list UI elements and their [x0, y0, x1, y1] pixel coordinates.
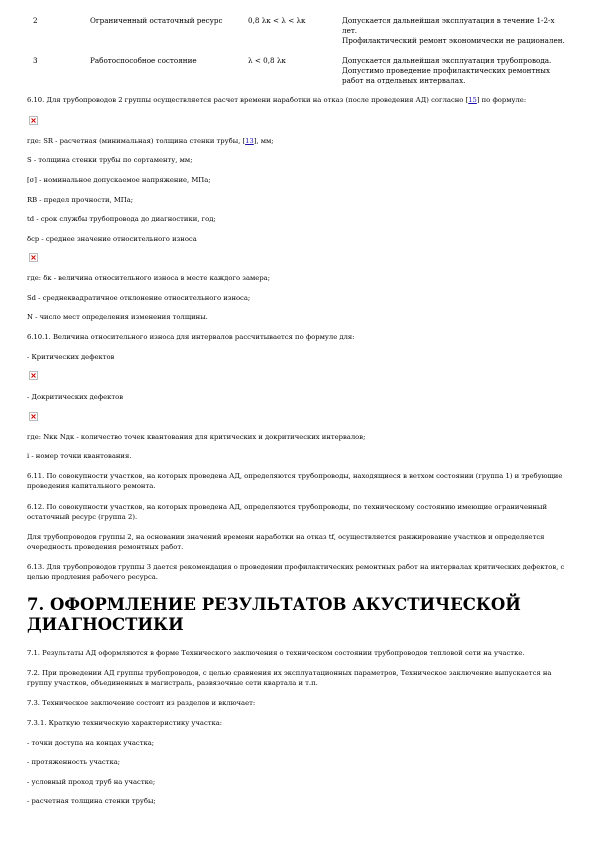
critical-defects-item: - Критических дефектов	[27, 353, 115, 361]
broken-image-icon	[29, 371, 38, 380]
action-line: лет.	[342, 26, 358, 35]
i-definition: i - номер точки квантования.	[27, 452, 132, 460]
table-row	[27, 56, 572, 86]
state-condition: λ < 0,8 λк	[248, 56, 286, 65]
list-item: - протяженность участка;	[27, 758, 121, 766]
state-name: Работоспособное состояние	[90, 56, 197, 65]
section-7-heading: 7. ОФОРМЛЕНИЕ РЕЗУЛЬТАТОВ АКУСТИЧЕСКОЙ ДИАГНОСТИКИ	[27, 595, 521, 634]
row-number: 2	[33, 16, 38, 25]
paragraph-7-1: 7.1. Результаты АД оформляются в форме Технического заключения о техническом состоянии трубопроводов тепловой сети на участке.	[27, 649, 525, 657]
state-name: Ограниченный остаточный ресурс	[90, 16, 223, 25]
sd-definition: Sd - среднеквадратичное отклонение относительного износа;	[27, 294, 251, 302]
action-line: Допускается дальнейшая эксплуатация в течение 1-2-х	[342, 16, 555, 25]
paragraph-7-3: 7.3. Техническое заключение состоит из разделов и включает:	[27, 699, 256, 707]
where-dk-line: где: δк - величина относительного износа в месте каждого замера;	[27, 274, 271, 282]
reference-link[interactable]: 15	[468, 96, 477, 104]
paragraph-6-13: 6.13. Для трубопроводов группы 3 дается рекомендация о проведении профилактических ремонтных работ на интервалах критических дефектов, с целью продления рабочего ресурса.	[27, 563, 565, 581]
td-definition: td - срок службы трубопровода до диагностики, год;	[27, 215, 216, 223]
paragraph-7-3-1: 7.3.1. Краткую техническую характеристику участка:	[27, 719, 223, 727]
row-number: 3	[33, 56, 38, 65]
n-definition: N - число мест определения изменения толщины.	[27, 313, 208, 321]
dsr-definition: δср - среднее значение относительного износа	[27, 235, 197, 243]
paragraph-6-10: 6.10. Для трубопроводов 2 группы осуществляется расчет времени наработки на отказ (после проведения АД) согласно [15] по формуле:	[27, 96, 527, 104]
paragraph-6-11: 6.11. По совокупности участков, на которых проведена АД, определяются трубопроводы, находящиеся в ветхом состоянии (группа 1) и требующие проведения капитального ремонта.	[27, 472, 563, 490]
where-n-line: где: Nкк Nдк - количество точек квантования для критических и докритических интервалов;	[27, 433, 366, 441]
paragraph-group-2: Для трубопроводов группы 2, на основании значений времени наработки на отказ tf, осуществляется ранжирование участков и определяется очередность проведения ремонтных работ.	[27, 533, 545, 551]
list-item: - условный проход труб на участке;	[27, 778, 156, 786]
state-condition: 0,8 λк < λ < λк	[248, 16, 306, 25]
broken-image-icon	[29, 253, 38, 262]
state-action	[342, 56, 572, 86]
action-line: работ на отдельных интервалах.	[342, 76, 466, 85]
subcritical-defects-item: - Докритических дефектов	[27, 393, 124, 401]
list-item: - точки доступа на концах участка;	[27, 739, 155, 747]
s-definition: S - толщина стенки трубы по сортаменту, мм;	[27, 156, 193, 164]
paragraph-6-12: 6.12. По совокупности участков, на которых проведена АД, определяются трубопроводы, по техническому состоянию имеющие ограниченный остаточный ресурс (группа 2).	[27, 503, 547, 521]
sigma-definition: [σ] - номинальное допускаемое напряжение, МПа;	[27, 176, 211, 184]
paragraph-7-2: 7.2. При проведении АД группы трубопроводов, с целью сравнения их эксплуатационных параметров, Техническое заключение выпускается на группу участков, объединенных в магистраль, развязочные сети квартала и т.п.	[27, 669, 552, 687]
broken-image-icon	[29, 116, 38, 125]
state-table	[27, 16, 572, 86]
rb-definition: RB - предел прочности, МПа;	[27, 196, 134, 204]
reference-link[interactable]: 13	[245, 137, 254, 145]
where-sr-line: где: SR - расчетная (минимальная) толщина стенки трубы, [13], мм;	[27, 137, 274, 145]
paragraph-6-10-1: 6.10.1. Величина относительного износа для интервалов рассчитывается по формуле для:	[27, 333, 355, 341]
broken-image-icon	[29, 412, 38, 421]
action-line: Допускается дальнейшая эксплуатация трубопровода.	[342, 56, 552, 65]
state-action	[342, 16, 572, 56]
action-line: Профилактический ремонт экономически не рационален.	[342, 36, 565, 45]
table-row	[27, 16, 572, 56]
list-item: - расчетная толщина стенки трубы;	[27, 797, 156, 805]
action-line: Допустимо проведение профилактических ремонтных	[342, 66, 551, 75]
